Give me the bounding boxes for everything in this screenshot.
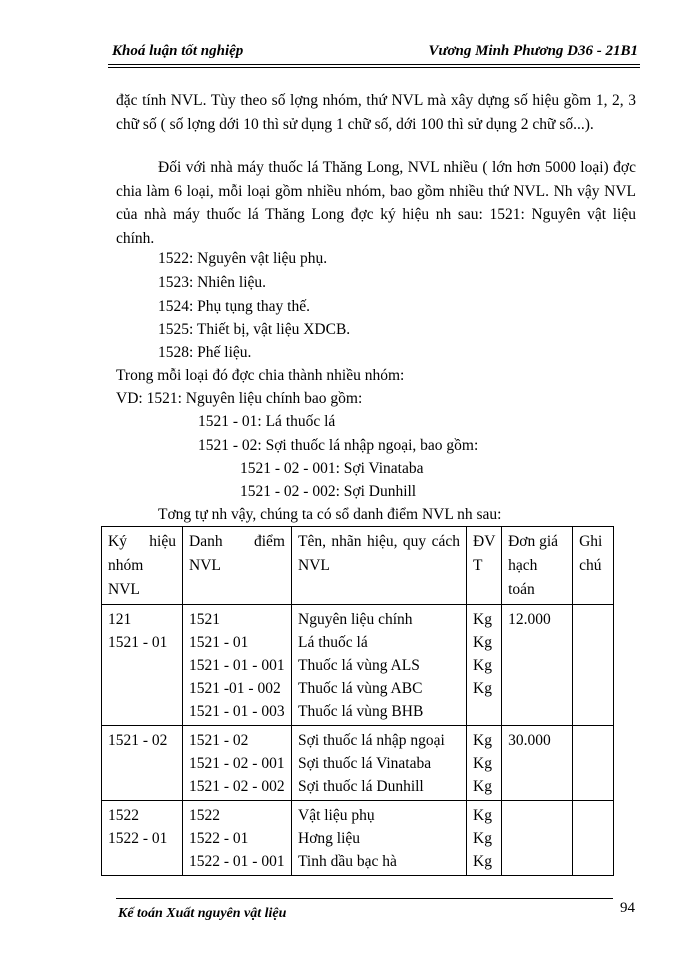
cell-note xyxy=(573,726,614,801)
cell-unit: Kg Kg Kg xyxy=(467,801,502,876)
nvl-table xyxy=(101,526,614,876)
paragraph-2-text: Đối với nhà máy thuốc lá Thăng Long, NVL nhiều ( lớn hơn 5000 loại) đợc chia làm 6 loại, mỗi loại gồm nhiều nhóm, bao gồm nhiều thứ NVL. Nh vậy NVL của nhà máy thuốc lá Thăng Long đợc ký hiệu nh sau: 1521: Nguyên vật liệu chính. xyxy=(116,159,636,247)
list-item: 1523: Nhiên liệu. xyxy=(158,274,267,291)
example-sub: 1521 - 01: Lá thuốc lá xyxy=(198,413,336,430)
header-cell: Danh điểm NVL xyxy=(183,527,292,605)
group-line: Trong mỗi loại đó đợc chia thành nhiều nhóm: xyxy=(116,367,405,384)
footer-title: Kế toán Xuất nguyên vật liệu xyxy=(118,906,287,921)
cell-note xyxy=(573,801,614,876)
footer-rule xyxy=(116,898,613,899)
cell-item-code: 1521 - 02 1521 - 02 - 001 1521 - 02 - 002 xyxy=(183,726,292,801)
list-item: 1522: Nguyên vật liệu phụ. xyxy=(158,250,328,267)
header-rule-2 xyxy=(108,67,640,68)
page-number: 94 xyxy=(620,900,635,916)
header-cell: ĐV T xyxy=(467,527,502,605)
cell-price xyxy=(502,801,573,876)
header-cell: Đơn giá hạch toán xyxy=(502,527,573,605)
header-right: Vương Minh Phương D36 - 21B1 xyxy=(428,43,638,59)
list-item: 1525: Thiết bị, vật liệu XDCB. xyxy=(158,321,351,338)
cell-group-code: 121 1521 - 01 xyxy=(102,605,183,726)
cell-price: 12.000 xyxy=(502,605,573,726)
table-row xyxy=(102,726,614,801)
table-intro: Tơng tự nh vậy, chúng ta có sổ danh điểm NVL nh sau: xyxy=(158,506,502,523)
paragraph-2 xyxy=(116,156,636,250)
cell-item-code: 1521 1521 - 01 1521 - 01 - 001 1521 -01 - 002 1521 - 01 - 003 xyxy=(183,605,292,726)
example-sub: 1521 - 02 - 002: Sợi Dunhill xyxy=(240,483,417,500)
cell-unit: Kg Kg Kg Kg xyxy=(467,605,502,726)
cell-item-name: Sợi thuốc lá nhập ngoại Sợi thuốc lá Vinataba Sợi thuốc lá Dunhill xyxy=(292,726,467,801)
cell-group-code: 1521 - 02 xyxy=(102,726,183,801)
header-rule xyxy=(108,64,640,65)
cell-item-code: 1522 1522 - 01 1522 - 01 - 001 xyxy=(183,801,292,876)
page-header xyxy=(108,43,640,63)
paragraph-1: đặc tính NVL. Tùy theo số lợng nhóm, thứ NVL mà xây dựng số hiệu gồm 1, 2, 3 chữ số ( số lợng dới 10 thì sử dụng 1 chữ số, dới 100 thì sử dụng 2 chữ số...). xyxy=(116,92,636,133)
header-cell: Tên, nhãn hiệu, quy cách NVL xyxy=(292,527,467,605)
header-cell: Ký hiệu nhóm NVL xyxy=(102,527,183,605)
cell-item-name: Vật liệu phụ Hơng liệu Tinh dầu bạc hà xyxy=(292,801,467,876)
header-left: Khoá luận tốt nghiệp xyxy=(112,43,244,59)
header-cell: Ghi chú xyxy=(573,527,614,605)
table-header-row xyxy=(102,527,614,605)
cell-unit: Kg Kg Kg xyxy=(467,726,502,801)
table-row xyxy=(102,801,614,876)
cell-price: 30.000 xyxy=(502,726,573,801)
example-sub: 1521 - 02 - 001: Sợi Vinataba xyxy=(240,460,424,477)
cell-group-code: 1522 1522 - 01 xyxy=(102,801,183,876)
cell-note xyxy=(573,605,614,726)
example-line: VD: 1521: Nguyên liệu chính bao gồm: xyxy=(116,390,363,407)
list-item: 1528: Phế liệu. xyxy=(158,344,252,361)
table-row xyxy=(102,605,614,726)
list-item: 1524: Phụ tụng thay thế. xyxy=(158,298,310,315)
example-sub: 1521 - 02: Sợi thuốc lá nhập ngoại, bao gồm: xyxy=(198,437,479,454)
cell-item-name: Nguyên liệu chính Lá thuốc lá Thuốc lá vùng ALS Thuốc lá vùng ABC Thuốc lá vùng BHB xyxy=(292,605,467,726)
